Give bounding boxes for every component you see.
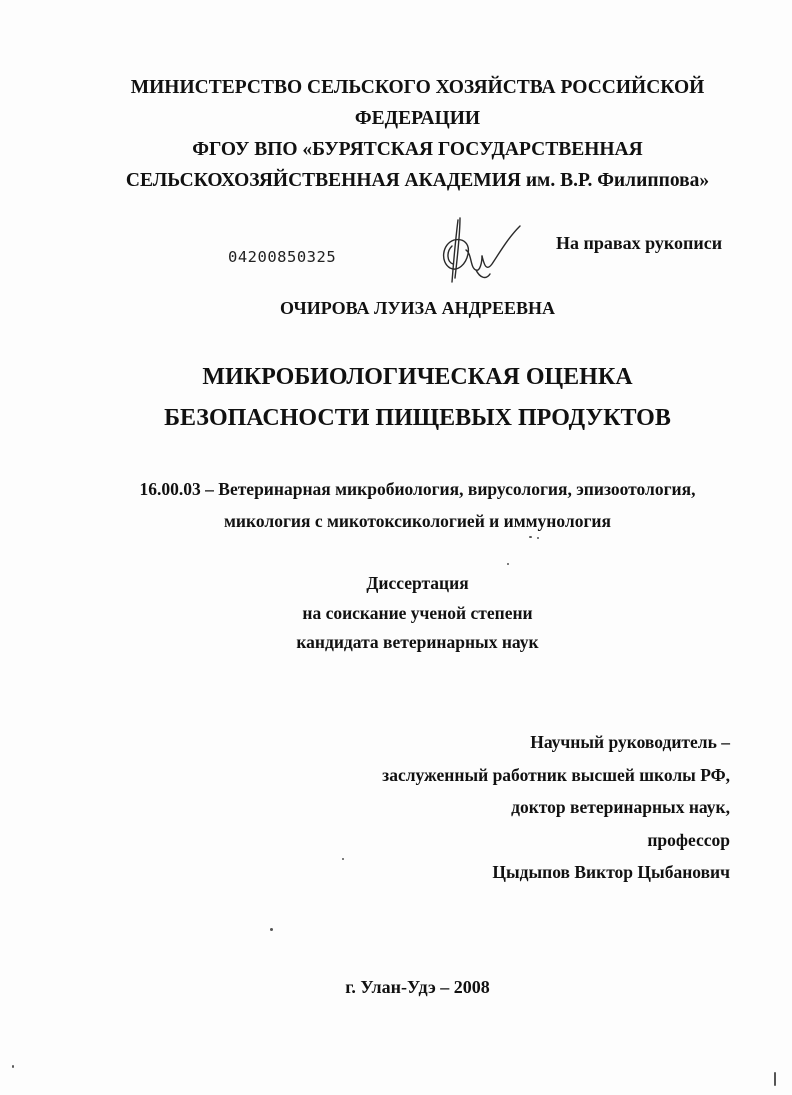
advisor-line-1: Научный руководитель – [530,732,730,752]
handwritten-signature-icon [436,212,526,288]
header-line-2: ФЕДЕРАЦИИ [354,108,481,129]
scan-speck [537,537,539,539]
scan-speck [12,1065,14,1068]
scan-speck [774,1072,776,1086]
speciality-line-2: микология с микотоксикологией и иммунология [224,511,611,531]
degree-line-2: на соискание ученой степени [302,602,533,623]
scan-speck [529,536,532,538]
place-and-year: г. Улан-Удэ – 2008 [345,977,490,997]
advisor-line-5: Цыдыпов Виктор Цыбанович [492,862,730,882]
degree-block [100,569,735,658]
scan-speck [342,858,344,860]
title-line-2: БЕЗОПАСНОСТИ ПИЩЕВЫХ ПРОДУКТОВ [164,405,671,431]
header-line-4: СЕЛЬСКОХОЗЯЙСТВЕННАЯ АКАДЕМИЯ им. В.Р. Филиппова» [125,170,710,191]
advisor-line-3: доктор ветеринарных наук, [511,797,730,817]
document-code: 04200850325 [228,248,337,266]
ministry-header [100,72,735,196]
advisor-line-4: профессор [647,829,730,850]
header-line-1: МИНИСТЕРСТВО СЕЛЬСКОГО ХОЗЯЙСТВА РОССИЙСКОЙ [130,77,705,98]
scan-speck [507,563,509,565]
degree-line-3: кандидата ветеринарных наук [296,632,539,652]
author-name: ОЧИРОВА ЛУИЗА АНДРЕЕВНА [279,298,556,318]
degree-line-1: Диссертация [366,573,469,593]
advisor-line-2: заслуженный работник высшей школы РФ, [382,764,730,785]
speciality-code [80,473,755,537]
speciality-line-1: 16.00.03 – Ветеринарная микробиология, вирусология, эпизоотология, [139,479,696,499]
rights-note: На правах рукописи [556,233,723,253]
dissertation-title [100,357,735,439]
advisor-block [300,726,730,889]
scan-speck [270,928,273,931]
title-line-1: МИКРОБИОЛОГИЧЕСКАЯ ОЦЕНКА [202,364,633,390]
header-line-3: ФГОУ ВПО «БУРЯТСКАЯ ГОСУДАРСТВЕННАЯ [192,139,643,160]
